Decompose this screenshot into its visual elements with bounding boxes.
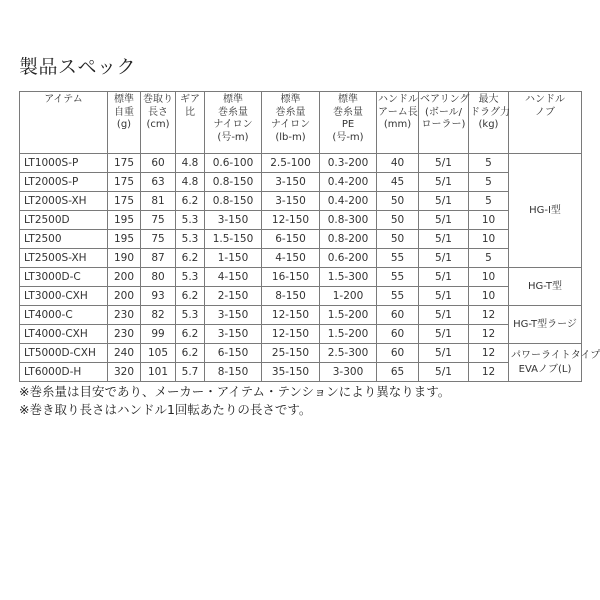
cell-pe-go: 1-200 (320, 287, 377, 306)
cell-handle-arm: 50 (377, 192, 419, 211)
note-winding-length: ※巻き取り長さはハンドル1回転あたりの長さです。 (19, 402, 312, 417)
header-line: ドラグ力 (470, 106, 510, 118)
cell-handle-knob (509, 154, 582, 268)
header-handle-arm (377, 92, 419, 154)
cell-max-drag: 12 (469, 306, 509, 325)
spec-header-row (20, 92, 582, 154)
cell-nylon-go: 3-150 (205, 325, 262, 344)
cell-nylon-lb: 12-150 (262, 325, 320, 344)
table-row (20, 325, 582, 344)
cell-pe-go: 3-300 (320, 363, 377, 382)
cell-bearing: 5/1 (419, 306, 469, 325)
cell-winding-length: 60 (141, 154, 176, 173)
cell-item: LT4000-C (20, 306, 108, 325)
cell-nylon-go: 6-150 (205, 344, 262, 363)
cell-handle-arm: 50 (377, 230, 419, 249)
header-line: ハンドル (378, 94, 418, 105)
cell-weight: 175 (108, 154, 141, 173)
knob-label: パワーライトタイプ (511, 349, 600, 361)
cell-pe-go: 0.8-200 (320, 230, 377, 249)
cell-bearing: 5/1 (419, 325, 469, 344)
cell-winding-length: 87 (141, 249, 176, 268)
table-row (20, 363, 582, 382)
cell-bearing: 5/1 (419, 363, 469, 382)
header-line: 標準 (223, 94, 243, 105)
cell-gear-ratio: 5.7 (176, 363, 205, 382)
header-line: (号-m) (332, 131, 364, 143)
table-row (20, 230, 582, 249)
cell-nylon-lb: 16-150 (262, 268, 320, 287)
cell-handle-knob (509, 344, 600, 382)
cell-handle-arm: 55 (377, 268, 419, 287)
cell-bearing: 5/1 (419, 287, 469, 306)
cell-winding-length: 99 (141, 325, 176, 344)
cell-gear-ratio: 4.8 (176, 173, 205, 192)
knob-label: HG-T型ラージ (513, 318, 577, 330)
cell-bearing: 5/1 (419, 344, 469, 363)
cell-handle-arm: 55 (377, 249, 419, 268)
cell-nylon-go: 1.5-150 (205, 230, 262, 249)
cell-nylon-go: 4-150 (205, 268, 262, 287)
cell-item: LT4000-CXH (20, 325, 108, 344)
cell-handle-arm: 45 (377, 173, 419, 192)
cell-nylon-go: 3-150 (205, 306, 262, 325)
note-line-count: ※巻糸量は目安であり、メーカー・アイテム・テンションにより異なります。 (19, 384, 451, 399)
cell-gear-ratio: 6.2 (176, 344, 205, 363)
header-line: 自重 (114, 106, 134, 118)
cell-gear-ratio: 5.3 (176, 306, 205, 325)
header-line: ノブ (535, 106, 555, 118)
cell-nylon-go: 0.6-100 (205, 154, 262, 173)
cell-gear-ratio: 4.8 (176, 154, 205, 173)
cell-weight: 195 (108, 211, 141, 230)
cell-item: LT2000S-XH (20, 192, 108, 211)
cell-bearing: 5/1 (419, 268, 469, 287)
cell-bearing: 5/1 (419, 192, 469, 211)
cell-gear-ratio: 6.2 (176, 249, 205, 268)
header-nylon-lb (262, 92, 320, 154)
header-line: (mm) (383, 119, 412, 130)
cell-nylon-lb: 12-150 (262, 306, 320, 325)
table-row (20, 192, 582, 211)
header-line: 標準 (114, 94, 134, 105)
header-line: 巻取り (143, 94, 173, 105)
cell-pe-go: 1.5-200 (320, 325, 377, 344)
cell-handle-arm: 60 (377, 325, 419, 344)
cell-nylon-lb: 2.5-100 (262, 154, 320, 173)
cell-weight: 200 (108, 268, 141, 287)
header-line: ローラー) (421, 119, 466, 130)
cell-winding-length: 63 (141, 173, 176, 192)
header-line: ベアリング (420, 94, 470, 105)
cell-handle-knob (509, 268, 582, 306)
cell-winding-length: 82 (141, 306, 176, 325)
header-pe-go (320, 92, 377, 154)
cell-pe-go: 0.4-200 (320, 173, 377, 192)
header-line: 比 (185, 106, 195, 118)
header-line: PE (341, 119, 355, 130)
cell-max-drag: 10 (469, 230, 509, 249)
cell-bearing: 5/1 (419, 154, 469, 173)
cell-max-drag: 5 (469, 249, 509, 268)
knob-label: HG-T型 (527, 280, 563, 292)
header-line: (lb-m) (275, 131, 306, 143)
cell-handle-knob (509, 306, 582, 344)
page-title: 製品スペック (19, 56, 137, 78)
cell-handle-arm: 40 (377, 154, 419, 173)
cell-pe-go: 1.5-300 (320, 268, 377, 287)
cell-item: LT2500S-XH (20, 249, 108, 268)
table-row (20, 268, 582, 287)
cell-weight: 195 (108, 230, 141, 249)
cell-max-drag: 10 (469, 211, 509, 230)
header-line: アイテム (44, 94, 83, 105)
table-row (20, 344, 582, 363)
header-max-drag (469, 92, 509, 154)
cell-max-drag: 5 (469, 173, 509, 192)
cell-handle-arm: 60 (377, 306, 419, 325)
table-row (20, 173, 582, 192)
header-item (20, 92, 108, 154)
cell-nylon-go: 0.8-150 (205, 173, 262, 192)
cell-gear-ratio: 5.3 (176, 230, 205, 249)
cell-weight: 230 (108, 306, 141, 325)
header-line: 標準 (338, 94, 358, 105)
cell-nylon-lb: 8-150 (262, 287, 320, 306)
cell-weight: 240 (108, 344, 141, 363)
table-row (20, 287, 582, 306)
cell-max-drag: 10 (469, 287, 509, 306)
header-gear-ratio (176, 92, 205, 154)
cell-pe-go: 0.4-200 (320, 192, 377, 211)
spec-body (20, 154, 600, 382)
header-line: ナイロン (270, 119, 311, 130)
table-row (20, 154, 582, 173)
cell-item: LT2000S-P (20, 173, 108, 192)
cell-item: LT3000D-C (20, 268, 108, 287)
header-line: (cm) (146, 119, 170, 130)
cell-nylon-go: 1-150 (205, 249, 262, 268)
cell-item: LT5000D-CXH (20, 344, 108, 363)
cell-pe-go: 2.5-300 (320, 344, 377, 363)
header-line: 巻糸量 (218, 106, 248, 118)
cell-max-drag: 10 (469, 268, 509, 287)
cell-winding-length: 81 (141, 192, 176, 211)
header-line: 巻糸量 (275, 106, 306, 118)
cell-bearing: 5/1 (419, 211, 469, 230)
cell-gear-ratio: 6.2 (176, 325, 205, 344)
cell-nylon-lb: 12-150 (262, 211, 320, 230)
header-line: ハンドル (525, 94, 565, 105)
cell-gear-ratio: 5.3 (176, 211, 205, 230)
cell-bearing: 5/1 (419, 249, 469, 268)
cell-nylon-lb: 25-150 (262, 344, 320, 363)
knob-label: HG-I型 (529, 204, 561, 216)
cell-item: LT1000S-P (20, 154, 108, 173)
cell-winding-length: 75 (141, 211, 176, 230)
cell-bearing: 5/1 (419, 230, 469, 249)
table-row (20, 306, 582, 325)
header-handle-knob (509, 92, 582, 154)
cell-nylon-lb: 6-150 (262, 230, 320, 249)
cell-nylon-go: 0.8-150 (205, 192, 262, 211)
cell-pe-go: 1.5-200 (320, 306, 377, 325)
knob-label: EVAノブ(L) (518, 363, 572, 375)
cell-nylon-go: 8-150 (205, 363, 262, 382)
cell-winding-length: 80 (141, 268, 176, 287)
cell-handle-arm: 55 (377, 287, 419, 306)
header-weight (108, 92, 141, 154)
cell-handle-arm: 50 (377, 211, 419, 230)
cell-weight: 190 (108, 249, 141, 268)
header-bearing (419, 92, 469, 154)
header-line: (号-m) (217, 131, 249, 143)
cell-item: LT2500 (20, 230, 108, 249)
cell-max-drag: 5 (469, 154, 509, 173)
cell-item: LT6000D-H (20, 363, 108, 382)
cell-handle-arm: 65 (377, 363, 419, 382)
header-line: (ボール/ (424, 106, 463, 118)
header-line: (kg) (478, 119, 499, 130)
header-line: 最大 (478, 94, 499, 105)
cell-gear-ratio: 6.2 (176, 287, 205, 306)
spec-table (19, 91, 600, 382)
table-row (20, 249, 582, 268)
cell-nylon-go: 3-150 (205, 211, 262, 230)
header-line: 長さ (148, 106, 168, 118)
cell-weight: 320 (108, 363, 141, 382)
cell-gear-ratio: 6.2 (176, 192, 205, 211)
cell-nylon-lb: 3-150 (262, 192, 320, 211)
cell-nylon-lb: 35-150 (262, 363, 320, 382)
cell-item: LT2500D (20, 211, 108, 230)
header-line: 巻糸量 (333, 106, 363, 118)
header-line: アーム長 (378, 106, 418, 118)
cell-pe-go: 0.8-300 (320, 211, 377, 230)
cell-weight: 230 (108, 325, 141, 344)
cell-nylon-lb: 4-150 (262, 249, 320, 268)
cell-winding-length: 105 (141, 344, 176, 363)
header-nylon-go (205, 92, 262, 154)
cell-weight: 200 (108, 287, 141, 306)
cell-item: LT3000-CXH (20, 287, 108, 306)
cell-gear-ratio: 5.3 (176, 268, 205, 287)
cell-max-drag: 12 (469, 325, 509, 344)
header-line: (g) (116, 119, 132, 130)
notes (19, 383, 450, 419)
table-row (20, 211, 582, 230)
cell-max-drag: 12 (469, 363, 509, 382)
cell-winding-length: 93 (141, 287, 176, 306)
cell-nylon-go: 2-150 (205, 287, 262, 306)
cell-nylon-lb: 3-150 (262, 173, 320, 192)
cell-bearing: 5/1 (419, 173, 469, 192)
header-line: ナイロン (213, 119, 253, 130)
cell-pe-go: 0.6-200 (320, 249, 377, 268)
cell-weight: 175 (108, 173, 141, 192)
cell-pe-go: 0.3-200 (320, 154, 377, 173)
cell-winding-length: 101 (141, 363, 176, 382)
cell-max-drag: 5 (469, 192, 509, 211)
cell-max-drag: 12 (469, 344, 509, 363)
header-line: ギア (180, 94, 200, 105)
cell-weight: 175 (108, 192, 141, 211)
header-winding-length (141, 92, 176, 154)
header-line: 標準 (280, 94, 301, 105)
cell-handle-arm: 60 (377, 344, 419, 363)
cell-winding-length: 75 (141, 230, 176, 249)
